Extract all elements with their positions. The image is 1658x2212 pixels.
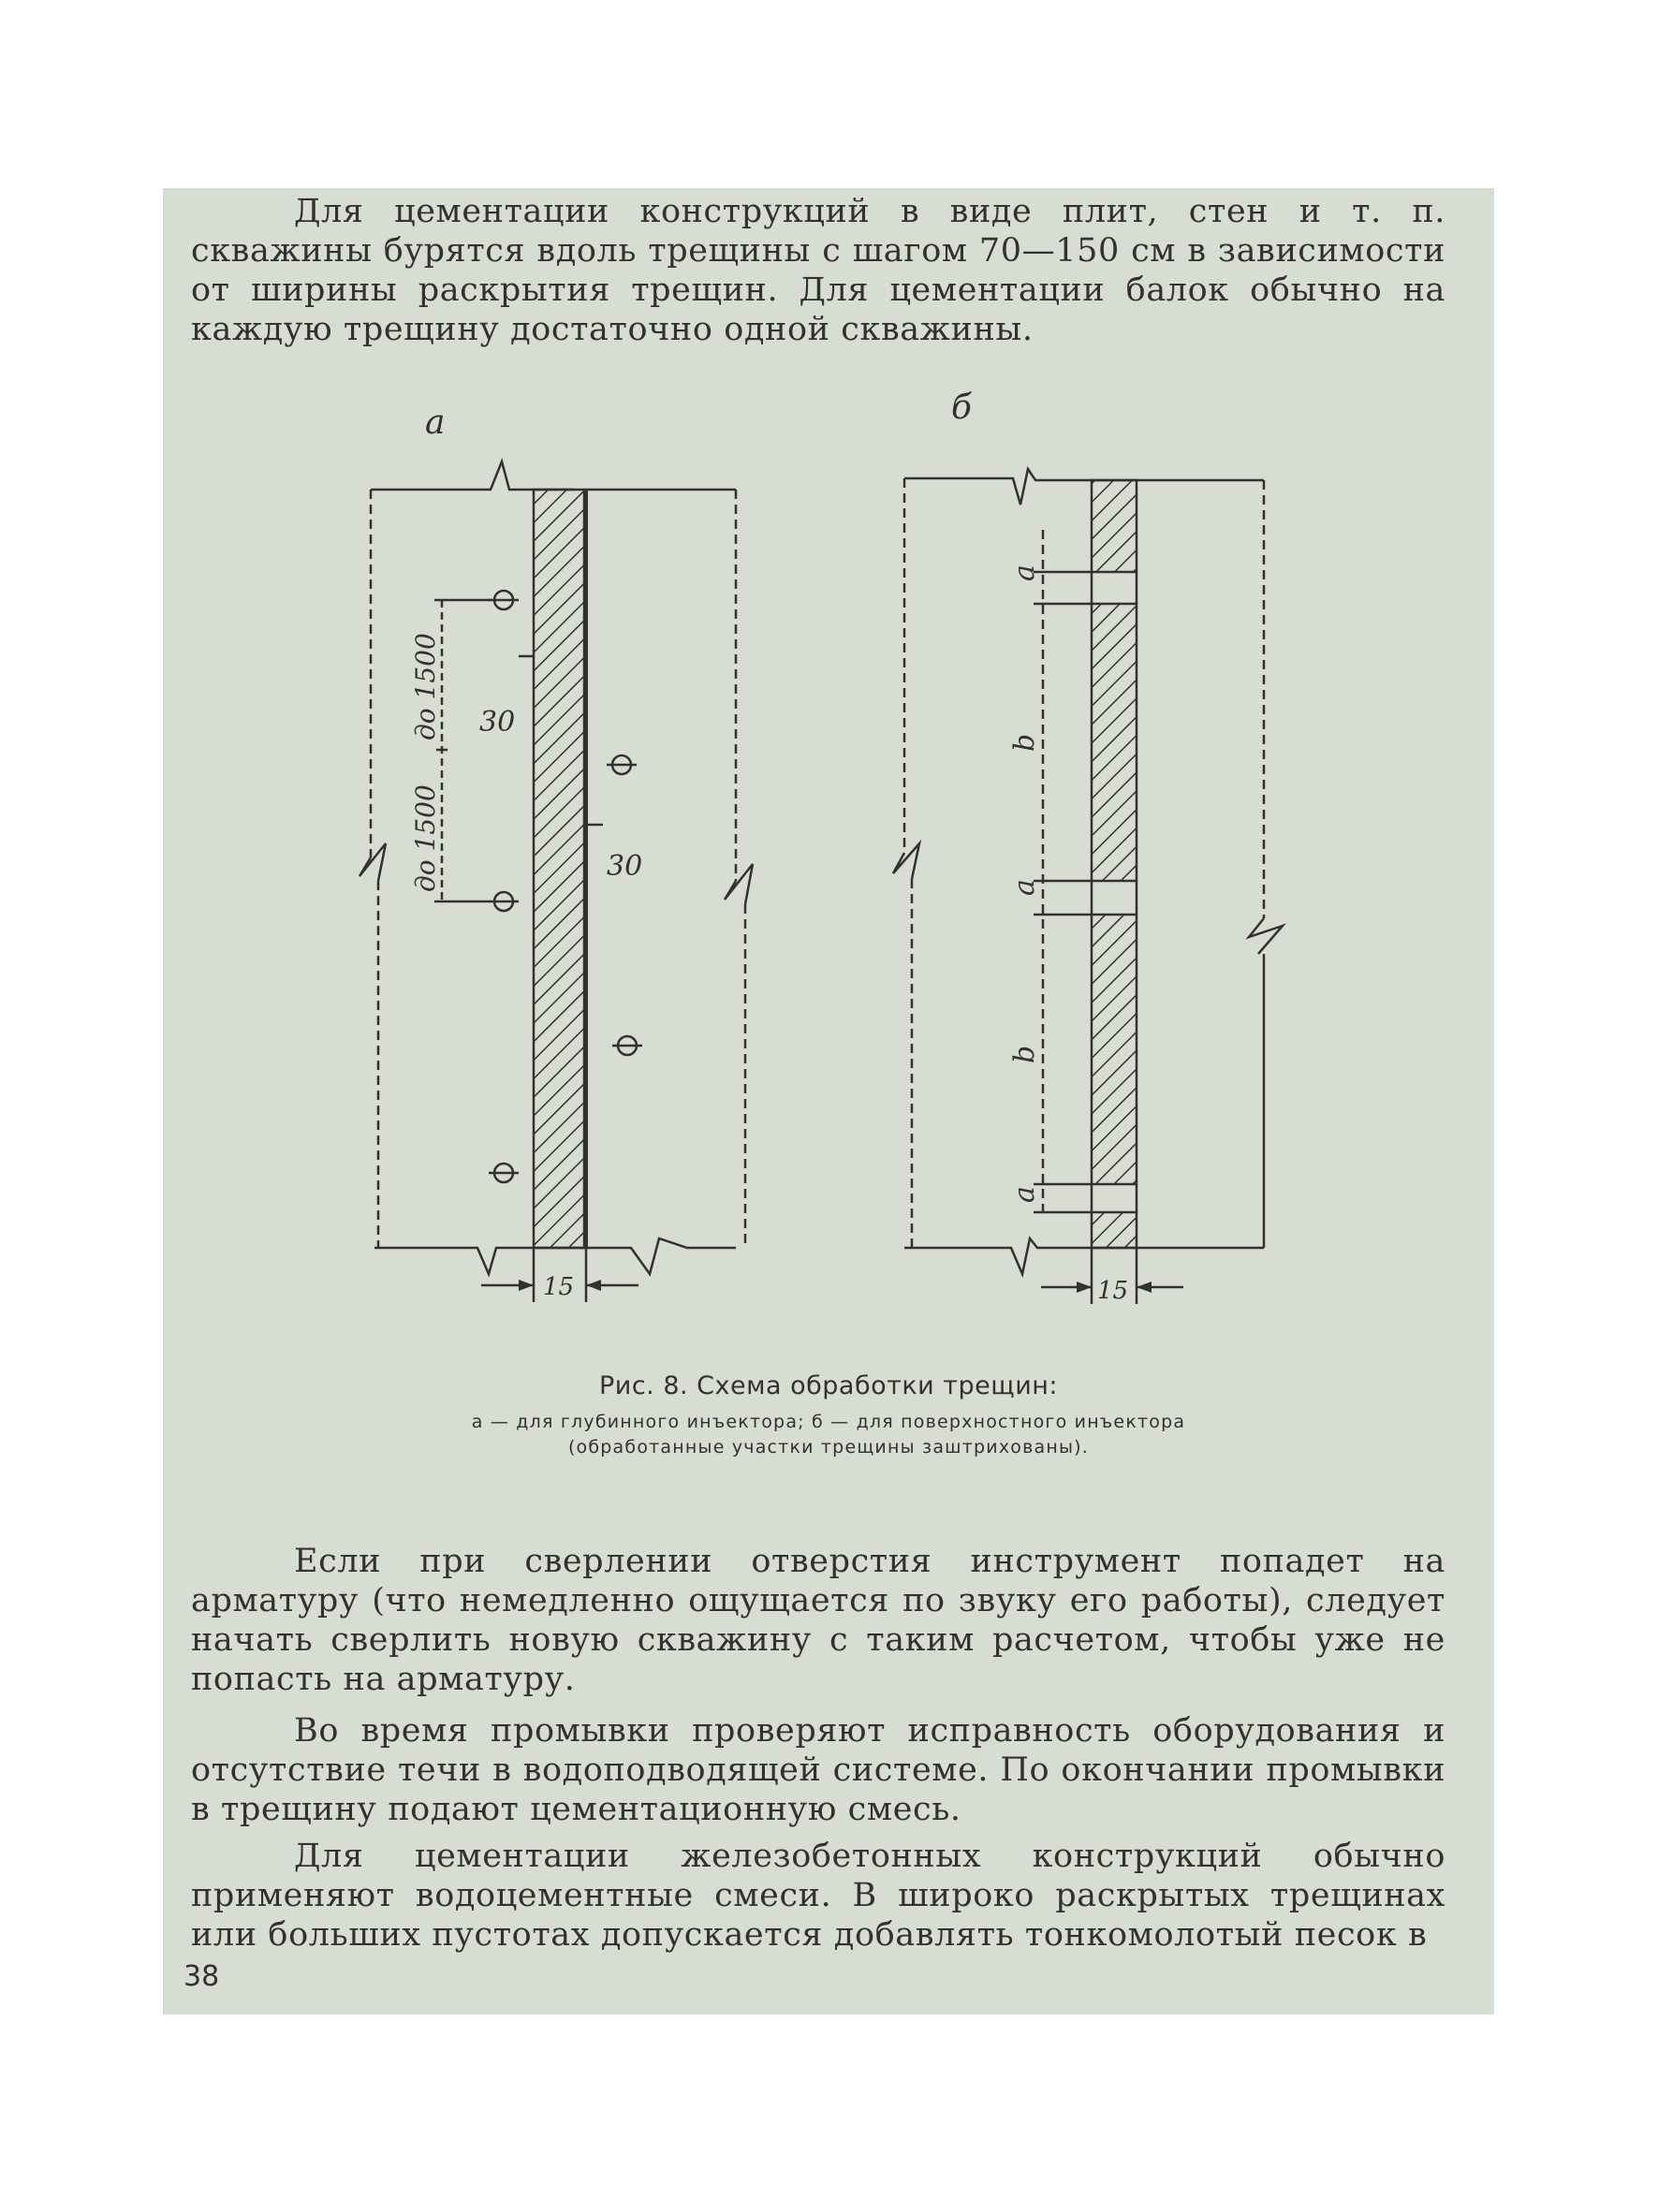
crack-strip-a [534,490,584,1248]
dimension-15-b: 15 [1097,1277,1129,1305]
paragraph-flushing [191,1711,1445,1829]
dimension-30-right: 30 [607,850,643,883]
dimension-15-a: 15 [543,1273,575,1301]
treated-segment-2 [1092,604,1137,881]
dimension-a-1: a [1008,564,1041,581]
paragraph-text: Во время промывки проверяют исправность оборудования и отсутствие течи в водоподводящей системе. По окончании промывки в трещину подают цементационную смесь. [191,1712,1445,1828]
paragraph-text: Для цементации конструкций в виде плит, стен и т. п. скважины бурятся вдоль трещины с шагом 70—150 см в зависимости от ширины раскрытия трещин. Для цементации балок обычно на каждую трещину достаточно одной скважины. [191,193,1445,348]
dimension-b-2: b [1008,1045,1041,1063]
dimension-b-1: b [1008,733,1041,752]
figure-caption-legend-1: а — для глубинного инъектора; б — для поверхностного инъектора [471,1412,1186,1432]
dimension-30-left: 30 [479,706,516,739]
paragraph-drilling-rebar [191,1542,1445,1699]
treated-segment-3 [1092,915,1137,1184]
diagram-a-label: а [425,403,446,442]
paragraph-text: Если при сверлении отверстия инструмент попадет на арматуру (что немедленно ощущается по звуку его работы), следует начать сверлить новую скважину с таким расчетом, чтобы уже не попасть на арматуру. [191,1543,1445,1698]
dimension-a-2: a [1008,879,1041,896]
figure-caption-title: Рис. 8. Схема обработки трещин: [598,1371,1059,1400]
paragraph-text: Для цементации железобетонных конструкций обычно применяют водоцементные смеси. В широко раскрытых трещинах или больших пустотах допускается добавлять тонкомолотый песок в [191,1838,1445,1954]
treated-segment-1 [1092,480,1137,572]
dimension-do1500-lower: до 1500 [410,784,441,892]
treated-segment-4 [1092,1212,1137,1248]
dimension-a-3: a [1008,1186,1041,1203]
diagram-a-deep-injector [359,403,753,1302]
figure-crack-treatment-scheme [163,188,1494,1499]
diagram-b-surface-injector [893,388,1283,1305]
dimension-do1500-upper: до 1500 [410,633,441,740]
page-number: 38 [183,1960,220,1993]
diagram-b-label: б [951,388,972,427]
figure-caption-legend-2: (обработанные участки трещины заштрихованы). [567,1437,1090,1458]
book-page [163,188,1494,2014]
paragraph-mixtures [191,1837,1445,1955]
